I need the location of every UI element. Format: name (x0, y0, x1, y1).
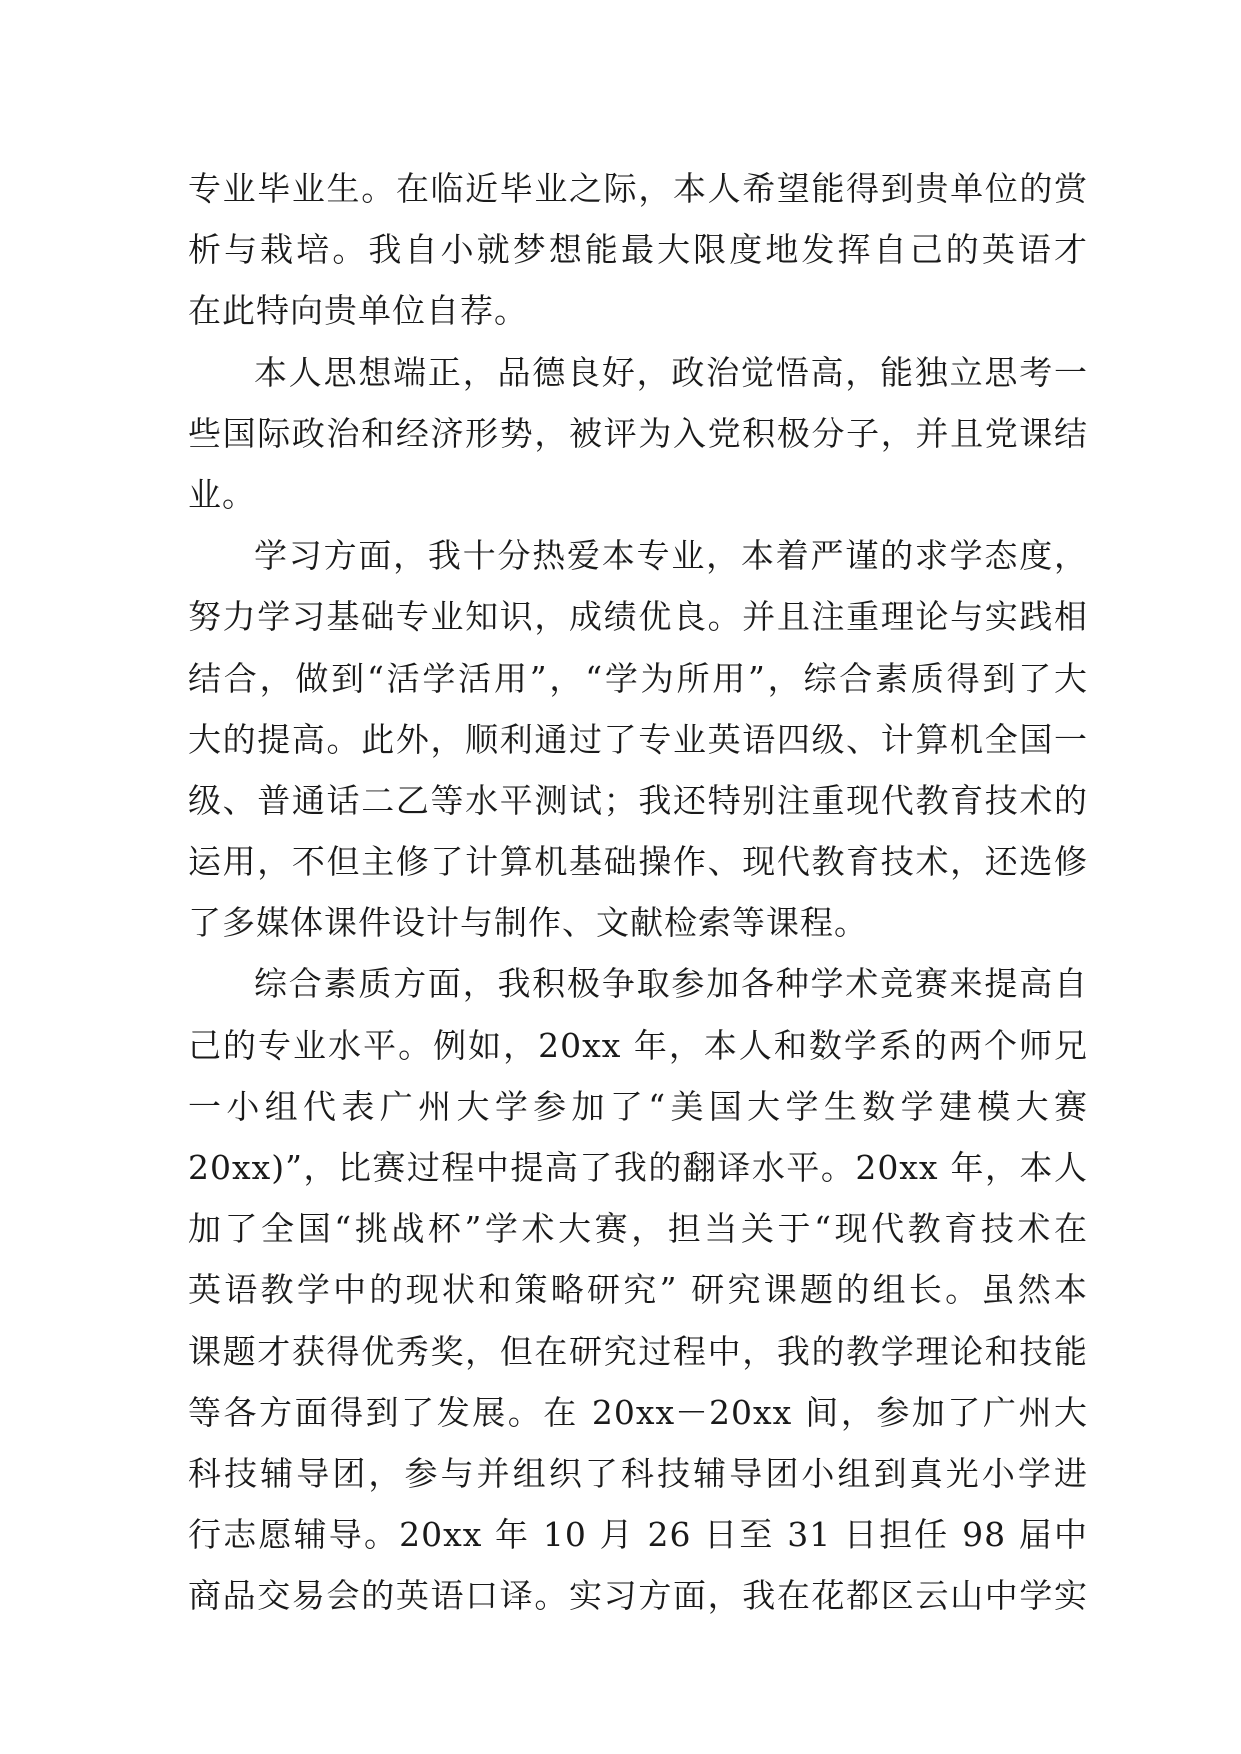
text-line: 己的专业水平。例如，20xx 年，本人和数学系的两个师兄 (188, 1025, 1088, 1065)
text-line: 努力学习基础专业知识，成绩优良。并且注重理论与实践相 (188, 597, 1088, 637)
text-line: 学习方面，我十分热爱本专业，本着严谨的求学态度， (254, 536, 1088, 576)
text-line: 行志愿辅导。20xx 年 10 月 26 日至 31 日担任 98 届中 (188, 1515, 1088, 1555)
text-line: 商品交易会的英语口译。实习方面，我在花都区云山中学实 (188, 1576, 1088, 1616)
text-line: 科技辅导团，参与并组织了科技辅导团小组到真光小学进 (188, 1453, 1088, 1493)
text-line: 一小组代表广州大学参加了“美国大学生数学建模大赛 (188, 1086, 1088, 1126)
text-line: 结合，做到“活学活用”，“学为所用”，综合素质得到了大 (188, 658, 1088, 698)
text-line: 级、普通话二乙等水平测试；我还特别注重现代教育技术的 (188, 780, 1088, 820)
text-line: 英语教学中的现状和策略研究” 研究课题的组长。虽然本 (188, 1270, 1088, 1310)
text-line: 些国际政治和经济形势，被评为入党积极分子，并且党课结 (188, 413, 1088, 453)
text-line: 析与栽培。我自小就梦想能最大限度地发挥自己的英语才 (188, 230, 1088, 270)
text-line: 课题才获得优秀奖，但在研究过程中，我的教学理论和技能 (188, 1331, 1088, 1371)
text-line: 大的提高。此外，顺利通过了专业英语四级、计算机全国一 (188, 719, 1088, 759)
body-text (188, 158, 1088, 1627)
text-line: 等各方面得到了发展。在 20xx－20xx 间，参加了广州大 (188, 1392, 1088, 1432)
text-line: 运用，不但主修了计算机基础操作、现代教育技术，还选修 (188, 842, 1088, 882)
text-line: 在此特向贵单位自荐。 (188, 291, 528, 331)
text-line: 加了全国“挑战杯”学术大赛，担当关于“现代教育技术在 (188, 1209, 1088, 1249)
text-line: 综合素质方面，我积极争取参加各种学术竞赛来提高自 (254, 964, 1088, 1004)
text-line: 本人思想端正，品德良好，政治觉悟高，能独立思考一 (254, 352, 1088, 392)
text-line: 业。 (188, 474, 256, 514)
text-line: 专业毕业生。在临近毕业之际，本人希望能得到贵单位的赏 (188, 169, 1088, 208)
text-line: 20xx)”，比赛过程中提高了我的翻译水平。20xx 年，本人 (188, 1148, 1088, 1187)
text-line: 了多媒体课件设计与制作、文献检索等课程。 (188, 903, 868, 943)
